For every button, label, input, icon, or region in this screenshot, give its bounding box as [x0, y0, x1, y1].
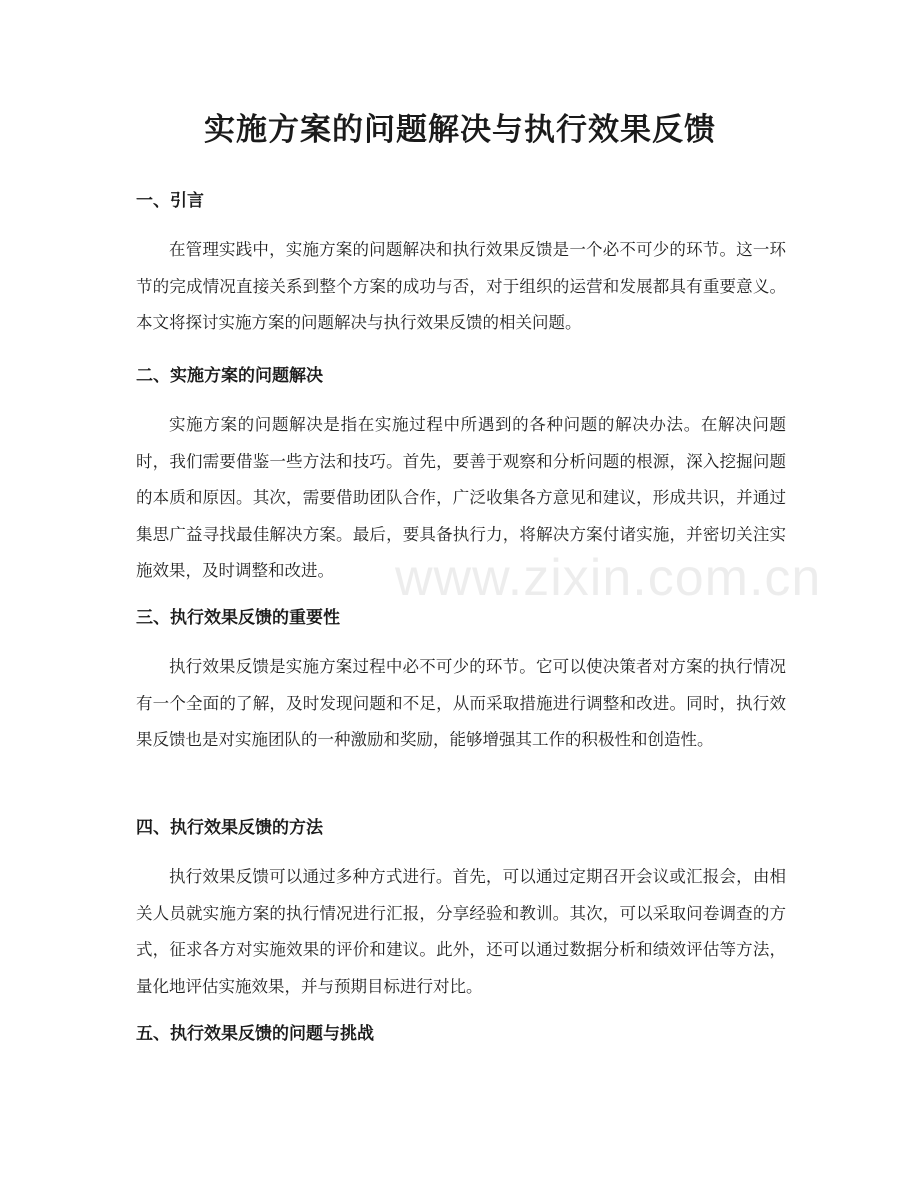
section-paragraph-1: 在管理实践中，实施方案的问题解决和执行效果反馈是一个必不可少的环节。这一环节的完成情况直接关系到整个方案的成功与否，对于组织的运营和发展都具有重要意义。本文将探讨实施方案的问题解决与执行效果反馈的相关问题。	[136, 240, 786, 332]
section-heading-1: 一、引言	[136, 191, 204, 211]
page-title: 实施方案的问题解决与执行效果反馈	[204, 112, 716, 148]
section-paragraph-3: 执行效果反馈是实施方案过程中必不可少的环节。它可以使决策者对方案的执行情况有一个全面的了解，及时发现问题和不足，从而采取措施进行调整和改进。同时，执行效果反馈也是对实施团队的一种激励和奖励，能够增强其工作的积极性和创造性。	[136, 657, 786, 749]
section-paragraph-4: 执行效果反馈可以通过多种方式进行。首先，可以通过定期召开会议或汇报会，由相关人员就实施方案的执行情况进行汇报，分享经验和教训。其次，可以采取问卷调查的方式，征求各方对实施效果的评价和建议。此外，还可以通过数据分析和绩效评估等方法，量化地评估实施效果，并与预期目标进行对比。	[136, 867, 786, 996]
watermark: www.zixin.com.cn	[395, 549, 822, 607]
section-heading-4: 四、执行效果反馈的方法	[136, 818, 323, 838]
section-heading-2: 二、实施方案的问题解决	[136, 366, 323, 386]
section-heading-3: 三、执行效果反馈的重要性	[136, 608, 340, 628]
section-paragraph-2: 实施方案的问题解决是指在实施过程中所遇到的各种问题的解决办法。在解决问题时，我们需要借鉴一些方法和技巧。首先，要善于观察和分析问题的根源，深入挖掘问题的本质和原因。其次，需要借助团队合作，广泛收集各方意见和建议，形成共识，并通过集思广益寻找最佳解决方案。最后，要具备执行力，将解决方案付诸实施，并密切关注实施效果，及时调整和改进。	[136, 415, 786, 580]
section-heading-5: 五、执行效果反馈的问题与挑战	[136, 1024, 374, 1044]
